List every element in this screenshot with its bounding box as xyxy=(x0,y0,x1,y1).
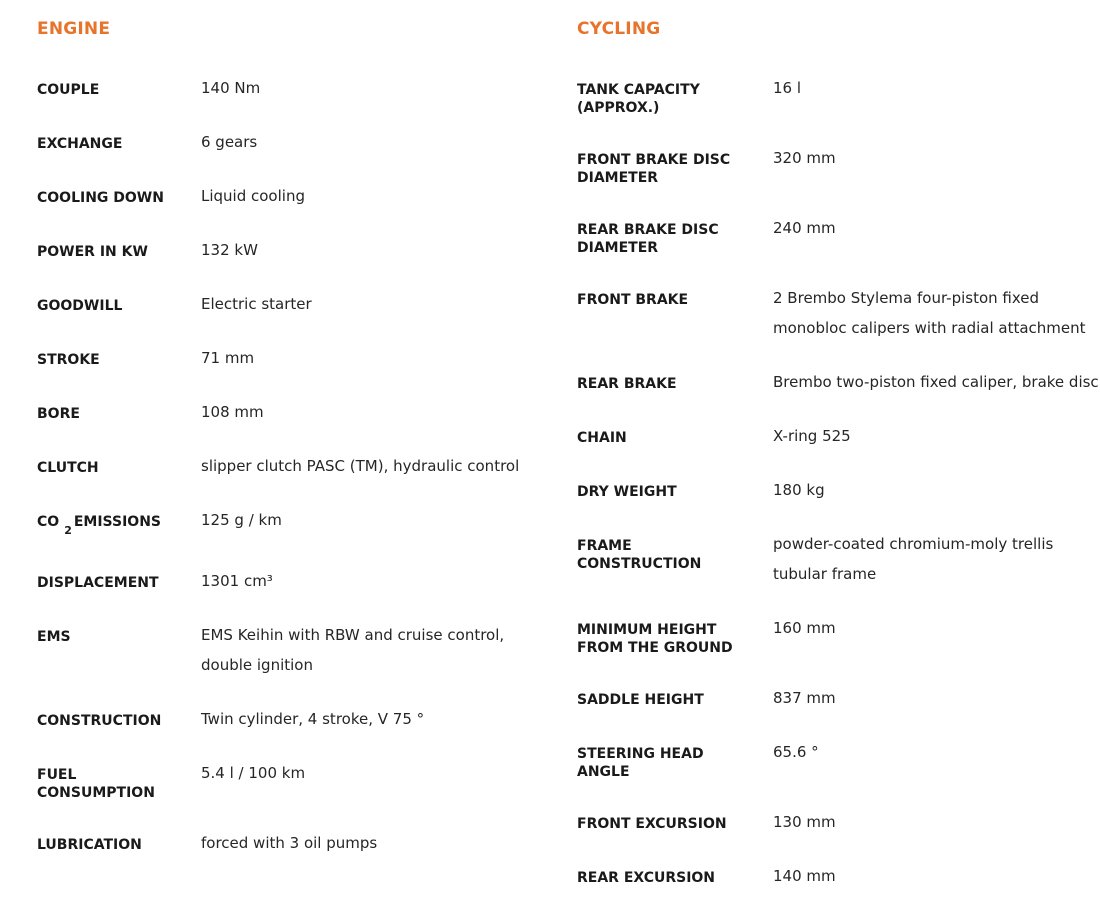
spec-value-line: 6 gears xyxy=(201,133,258,151)
spec-label-line: FROM THE GROUND xyxy=(577,640,733,656)
spec-value-line: Liquid cooling xyxy=(201,187,305,205)
engine-title: ENGINE xyxy=(37,19,111,39)
spec-label-line: CHAIN xyxy=(577,430,627,446)
spec-value xyxy=(773,73,801,103)
spec-label-line: STEERING HEAD xyxy=(577,746,704,762)
spec-value xyxy=(201,758,305,788)
spec-value xyxy=(201,620,504,680)
spec-label-line: TANK CAPACITY xyxy=(577,82,700,98)
spec-value-line: double ignition xyxy=(201,656,313,674)
spec-value-line: 140 mm xyxy=(773,867,836,885)
spec-label-line: STROKE xyxy=(37,352,100,368)
spec-value-line: 16 l xyxy=(773,79,802,97)
spec-value xyxy=(201,127,257,157)
spec-value-line: Twin cylinder, 4 stroke, V 75 ° xyxy=(201,710,425,728)
spec-value xyxy=(201,566,273,596)
spec-label-line: DIAMETER xyxy=(577,240,659,256)
spec-label xyxy=(577,291,688,309)
spec-label xyxy=(577,375,677,393)
spec-label-line: MINIMUM HEIGHT xyxy=(577,622,717,638)
spec-value-line: powder-coated chromium-moly trellis xyxy=(773,535,1054,553)
spec-label-line: LUBRICATION xyxy=(37,837,142,853)
spec-value xyxy=(773,737,819,767)
spec-label xyxy=(37,513,161,537)
spec-value xyxy=(201,451,519,481)
spec-value-line: 2 Brembo Stylema four-piston fixed xyxy=(773,289,1040,307)
spec-label xyxy=(577,483,677,501)
spec-label xyxy=(37,459,99,477)
spec-label xyxy=(577,537,701,573)
spec-label xyxy=(577,429,627,447)
spec-label-line: BORE xyxy=(37,406,80,422)
spec-label xyxy=(37,574,159,592)
spec-value-line: 125 g / km xyxy=(201,511,282,529)
spec-value-line: 5.4 l / 100 km xyxy=(201,764,306,782)
spec-value xyxy=(773,421,851,451)
spec-label xyxy=(37,135,122,153)
spec-value xyxy=(773,283,1086,343)
spec-label-line: CONSTRUCTION xyxy=(577,556,702,572)
spec-value-line: 65.6 ° xyxy=(773,743,819,761)
spec-label-sub: 2 xyxy=(64,524,72,537)
spec-value-line: slipper clutch PASC (TM), hydraulic control xyxy=(201,457,520,475)
spec-label xyxy=(37,836,142,854)
spec-value-line: 140 Nm xyxy=(201,79,261,97)
spec-label-line: FRONT BRAKE xyxy=(577,292,689,308)
spec-value-line: 71 mm xyxy=(201,349,255,367)
spec-value-line: 1301 cm³ xyxy=(201,572,273,590)
spec-value-line: 320 mm xyxy=(773,149,836,167)
spec-value xyxy=(201,289,312,319)
spec-value xyxy=(201,181,305,211)
spec-label-line: ANGLE xyxy=(577,764,630,780)
spec-label xyxy=(577,81,700,117)
spec-label-line: POWER IN KW xyxy=(37,244,148,260)
spec-value xyxy=(773,807,836,837)
spec-label-line: EXCHANGE xyxy=(37,136,123,152)
spec-label xyxy=(577,745,704,781)
spec-label-line: REAR EXCURSION xyxy=(577,870,716,886)
spec-label-line: CLUTCH xyxy=(37,460,99,476)
spec-label-line: FRONT BRAKE DISC xyxy=(577,152,731,168)
spec-value-line: forced with 3 oil pumps xyxy=(201,834,378,852)
spec-value-line: EMS Keihin with RBW and cruise control, xyxy=(201,626,505,644)
spec-label xyxy=(37,712,161,730)
spec-label-line: DRY WEIGHT xyxy=(577,484,677,500)
spec-value xyxy=(773,529,1053,589)
spec-label-line: REAR BRAKE DISC xyxy=(577,222,719,238)
spec-label xyxy=(577,221,719,257)
spec-label-line: REAR BRAKE xyxy=(577,376,677,392)
spec-label-after: EMISSIONS xyxy=(73,514,161,530)
spec-value-line: X-ring 525 xyxy=(773,427,851,445)
spec-label-line: FRAME xyxy=(577,538,632,554)
spec-label-line: DIAMETER xyxy=(577,170,659,186)
spec-label-before: CO xyxy=(37,514,60,530)
spec-label xyxy=(577,151,730,187)
spec-value xyxy=(773,143,836,173)
spec-label xyxy=(37,297,122,315)
spec-label xyxy=(37,405,80,423)
spec-value xyxy=(201,828,377,858)
spec-value-line: 160 mm xyxy=(773,619,836,637)
spec-value xyxy=(201,343,254,373)
spec-value-line: 180 kg xyxy=(773,481,825,499)
spec-value-line: tubular frame xyxy=(773,565,877,583)
spec-value xyxy=(201,73,260,103)
spec-value-line: monobloc calipers with radial attachment xyxy=(773,319,1086,337)
spec-label-line: FRONT EXCURSION xyxy=(577,816,727,832)
spec-value xyxy=(201,235,258,265)
spec-label xyxy=(37,243,148,261)
cycling-title: CYCLING xyxy=(577,19,661,39)
spec-label-line: COUPLE xyxy=(37,82,100,98)
spec-label xyxy=(577,691,704,709)
spec-value-line: Brembo two-piston fixed caliper, brake disc xyxy=(773,373,1099,391)
spec-label xyxy=(577,621,733,657)
spec-label xyxy=(577,869,715,887)
spec-value-line: 130 mm xyxy=(773,813,836,831)
spec-label xyxy=(577,815,727,833)
spec-value-line: 240 mm xyxy=(773,219,836,237)
spec-label xyxy=(37,351,100,369)
spec-label-line: SADDLE HEIGHT xyxy=(577,692,704,708)
spec-value-line: 837 mm xyxy=(773,689,836,707)
spec-label-line: COOLING DOWN xyxy=(37,190,164,206)
spec-label-line: FUEL xyxy=(37,767,77,783)
spec-label xyxy=(37,81,99,99)
spec-value xyxy=(201,397,264,427)
spec-label-line: EMS xyxy=(37,629,71,645)
spec-label-line: CONSTRUCTION xyxy=(37,713,162,729)
spec-label xyxy=(37,766,155,802)
spec-value-line: Electric starter xyxy=(201,295,312,313)
spec-value-line: 132 kW xyxy=(201,241,258,259)
spec-value xyxy=(773,213,836,243)
spec-label-line: CONSUMPTION xyxy=(37,785,155,801)
spec-value xyxy=(773,613,836,643)
spec-value xyxy=(773,367,1099,397)
spec-label xyxy=(37,628,71,646)
spec-value xyxy=(201,505,282,535)
spec-label-line: (APPROX.) xyxy=(577,100,660,116)
spec-label-line: DISPLACEMENT xyxy=(37,575,159,591)
spec-value xyxy=(201,704,424,734)
spec-value xyxy=(773,475,825,505)
spec-value xyxy=(773,861,836,891)
spec-value xyxy=(773,683,836,713)
spec-label-line: GOODWILL xyxy=(37,298,123,314)
spec-value-line: 108 mm xyxy=(201,403,264,421)
spec-label xyxy=(37,189,164,207)
